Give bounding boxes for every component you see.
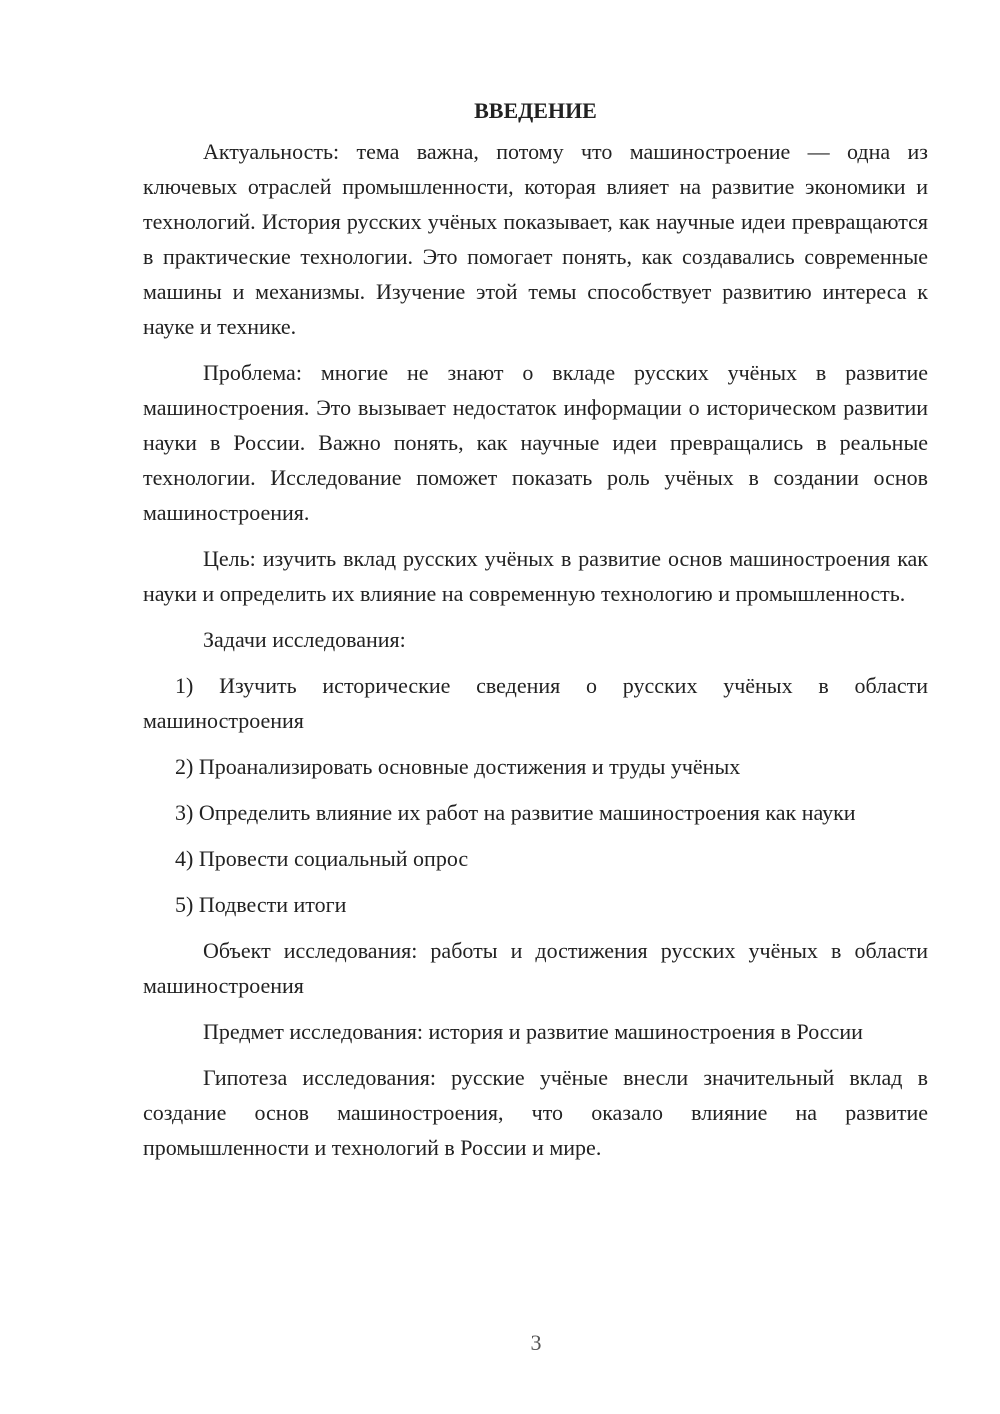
task-item: 5) Подвести итоги <box>175 892 347 917</box>
task-item: 4) Провести социальный опрос <box>175 846 469 871</box>
task-item: 3) Определить влияние их работ на развитие машиностроения как науки <box>175 800 856 825</box>
task-item: 2) Проанализировать основные достижения и труды учёных <box>175 754 741 779</box>
object-paragraph: Объект исследования: работы и достижения русских учёных в области машиностроения <box>143 938 928 998</box>
tasks-heading: Задачи исследования: <box>203 627 406 652</box>
goal-paragraph: Цель: изучить вклад русских учёных в развитие основ машиностроения как науки и определить их влияние на современную технологию и промышленность. <box>143 546 928 606</box>
relevance-paragraph: Актуальность: тема важна, потому что машиностроение — одна из ключевых отраслей промышленности, которая влияет на развитие экономики и технологий. История русских учёных показывает, как научные идеи превращаются в практические технологии. Это помогает понять, как создавались современные машины и механизмы. Изучение этой темы способствует развитию интереса к науке и технике. <box>143 139 928 339</box>
problem-paragraph: Проблема: многие не знают о вкладе русских учёных в развитие машиностроения. Это вызывает недостаток информации о историческом развитии науки в России. Важно понять, как научные идеи превращались в реальные технологии. Исследование поможет показать роль учёных в создании основ машиностроения. <box>143 360 928 525</box>
subject-paragraph: Предмет исследования: история и развитие машиностроения в России <box>203 1019 863 1044</box>
hypothesis-paragraph: Гипотеза исследования: русские учёные внесли значительный вклад в создание основ машиностроения, что оказало влияние на развитие промышленности и технологий в России и мире. <box>143 1065 928 1160</box>
task-item: 1) Изучить исторические сведения о русских учёных в области машиностроения <box>143 673 928 733</box>
tasks-list <box>143 668 928 922</box>
section-title: ВВЕДЕНИЕ <box>474 98 597 123</box>
page-number: 3 <box>530 1330 542 1355</box>
document-page <box>143 94 928 1176</box>
